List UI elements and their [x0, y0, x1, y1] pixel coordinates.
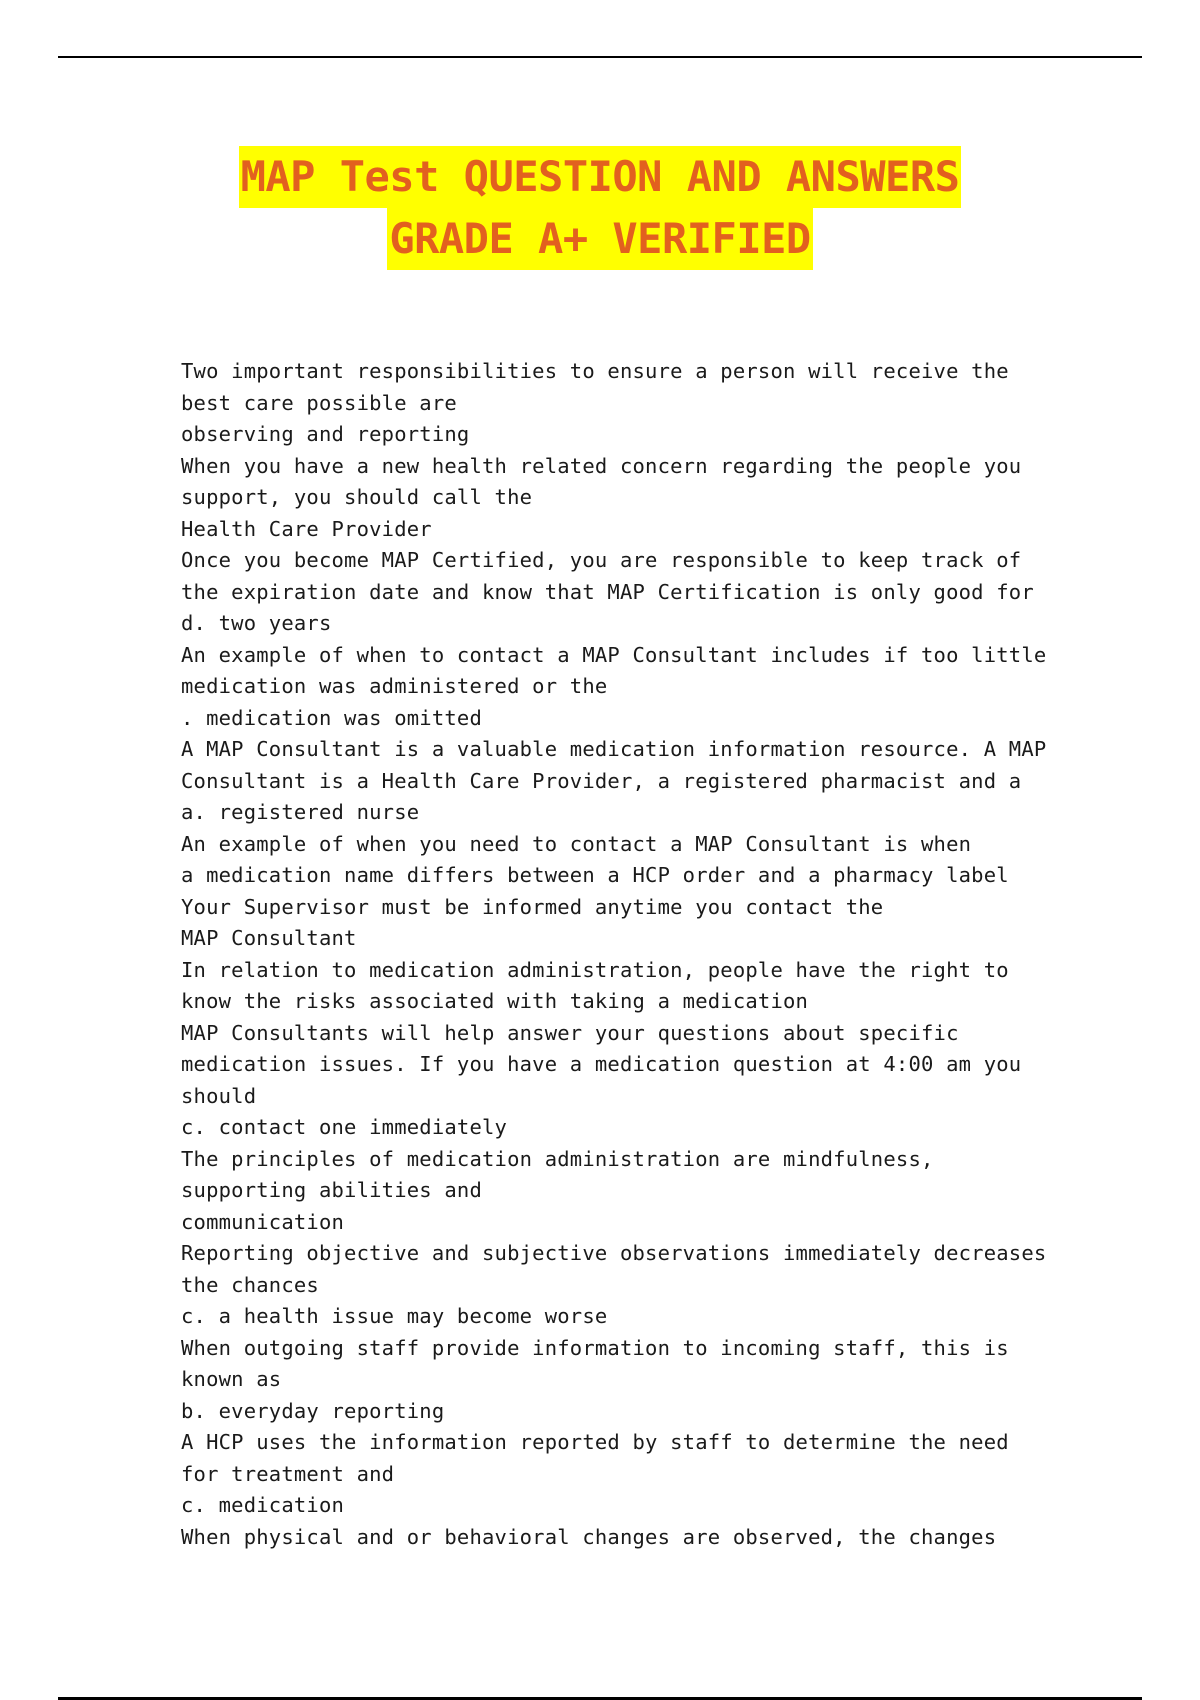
body-line: for treatment and	[181, 1461, 395, 1486]
body-line: c. contact one immediately	[181, 1115, 508, 1139]
body-line: MAP Consultants will help answer your questions about specific	[181, 1020, 959, 1045]
title-line-2: GRADE A+ VERIFIED	[387, 208, 812, 270]
body-line: The principles of medication administration are mindfulness,	[181, 1146, 934, 1171]
body-line: supporting abilities and	[181, 1178, 483, 1202]
body-line: best care possible are	[181, 390, 457, 415]
body-line: the chances	[181, 1272, 319, 1297]
body-line: observing and reporting	[181, 422, 470, 446]
body-line: An example of when to contact a MAP Consultant includes if too little	[181, 642, 1047, 667]
body-line: know the risks associated with taking a medication	[181, 989, 809, 1013]
body-line: a. registered nurse	[181, 800, 420, 824]
document-title	[0, 146, 1200, 270]
body-line: When physical and or behavioral changes are observed, the changes	[181, 1524, 997, 1549]
body-line: communication	[181, 1209, 345, 1234]
body-line: known as	[181, 1367, 282, 1391]
body-line: When outgoing staff provide information to incoming staff, this is	[181, 1335, 1009, 1360]
title-line-1: MAP Test QUESTION AND ANSWERS	[239, 146, 962, 208]
body-line: Health Care Provider	[181, 516, 432, 541]
body-line: c. medication	[181, 1493, 345, 1517]
body-line: b. everyday reporting	[181, 1398, 445, 1423]
body-line: medication was administered or the	[181, 674, 608, 698]
body-line: Two important responsibilities to ensure a person will receive the	[181, 359, 1009, 383]
body-line: When you have a new health related concern regarding the people you	[181, 453, 1022, 478]
body-line: Reporting objective and subjective observations immediately decreases	[181, 1241, 1047, 1265]
body-line: A MAP Consultant is a valuable medication information resource. A MAP	[181, 737, 1047, 761]
body-line: support, you should call the	[181, 485, 533, 509]
document-body	[181, 356, 1047, 1553]
body-line: . medication was omitted	[181, 705, 483, 730]
body-line: MAP Consultant	[181, 926, 357, 950]
body-line: c. a health issue may become worse	[181, 1304, 608, 1328]
body-line: medication issues. If you have a medication question at 4:00 am you	[181, 1052, 1022, 1076]
body-line: Once you become MAP Certified, you are responsible to keep track of	[181, 548, 1022, 572]
body-line: the expiration date and know that MAP Certification is only good for	[181, 579, 1034, 604]
body-line: should	[181, 1083, 257, 1108]
body-line: In relation to medication administration, people have the right to	[181, 957, 1009, 982]
body-line: An example of when you need to contact a MAP Consultant is when	[181, 831, 972, 856]
body-line: Consultant is a Health Care Provider, a registered pharmacist and a	[181, 768, 1022, 793]
top-rule	[58, 56, 1142, 58]
body-line: d. two years	[181, 611, 332, 635]
body-line: Your Supervisor must be informed anytime you contact the	[181, 894, 884, 919]
body-line: a medication name differs between a HCP order and a pharmacy label	[181, 863, 1009, 887]
body-line: A HCP uses the information reported by staff to determine the need	[181, 1430, 1009, 1454]
